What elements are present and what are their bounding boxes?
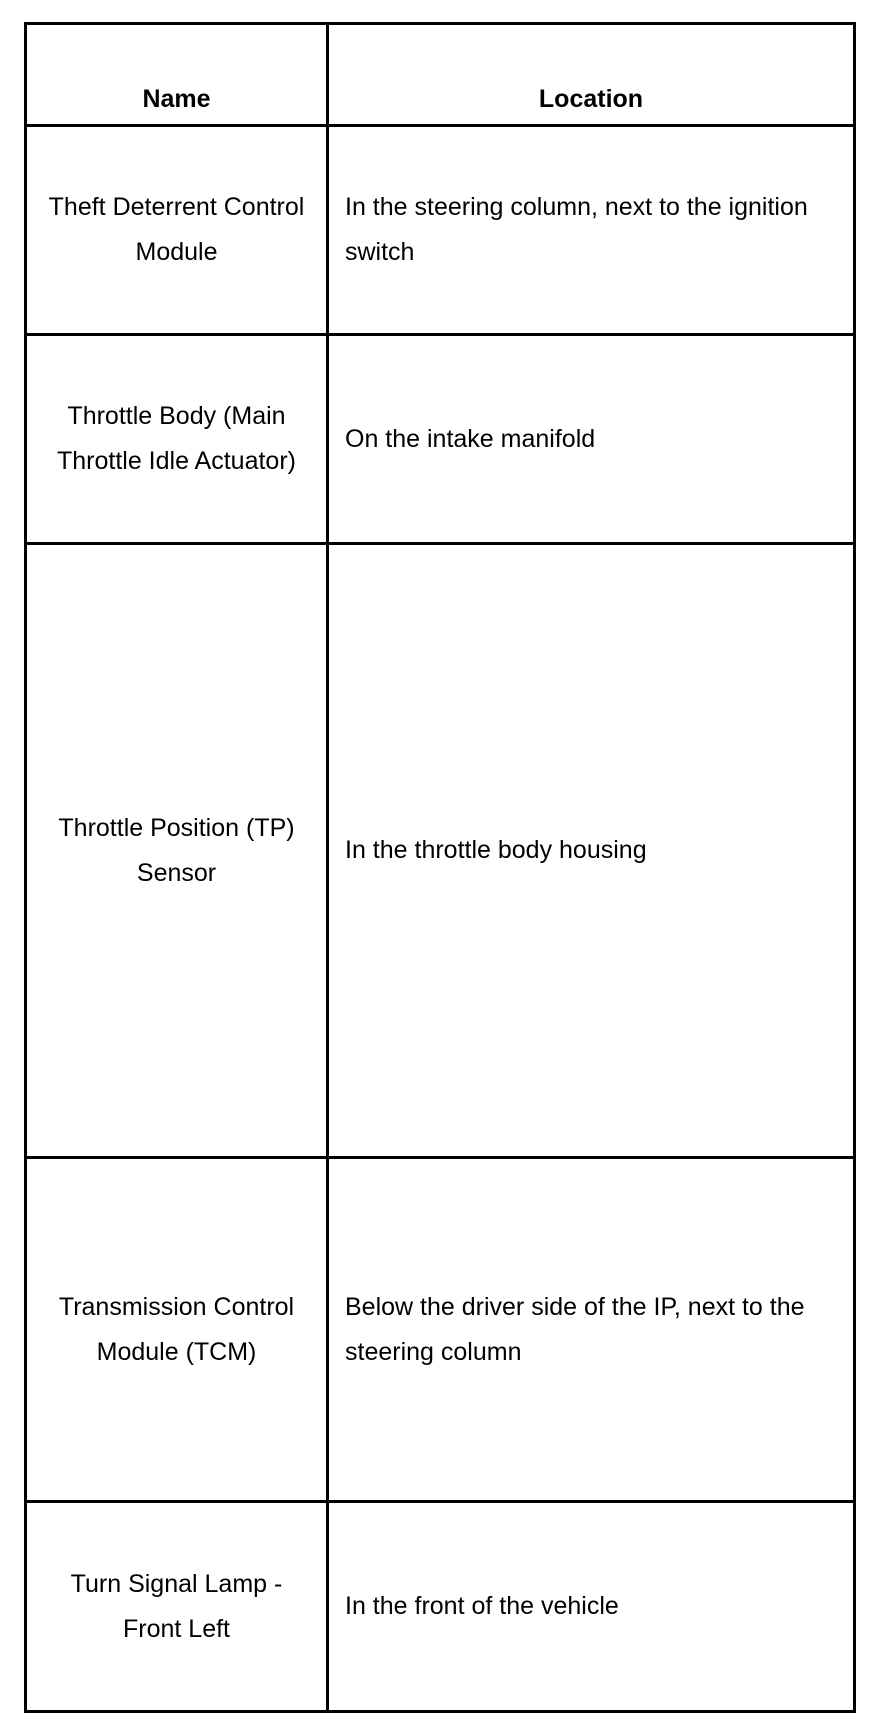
component-location-cell: In the throttle body housing [328,544,855,1158]
location-column-header: Location [328,24,855,126]
component-location-cell: In the steering column, next to the ignition switch [328,126,855,335]
component-name-cell: Transmission Control Module (TCM) [26,1158,328,1502]
table-row [26,126,855,335]
component-location-cell: In the front of the vehicle [328,1502,855,1712]
table-header-row [26,24,855,126]
component-name-cell: Theft Deterrent Control Module [26,126,328,335]
component-location-cell: On the intake manifold [328,335,855,544]
component-name-cell: Turn Signal Lamp - Front Left [26,1502,328,1712]
table-row [26,1158,855,1502]
component-name-cell: Throttle Body (Main Throttle Idle Actuator) [26,335,328,544]
component-name-cell: Throttle Position (TP) Sensor [26,544,328,1158]
name-column-header: Name [26,24,328,126]
component-location-cell: Below the driver side of the IP, next to the steering column [328,1158,855,1502]
table-row [26,544,855,1158]
component-location-table [24,22,856,1713]
table-row [26,335,855,544]
table-row [26,1502,855,1712]
